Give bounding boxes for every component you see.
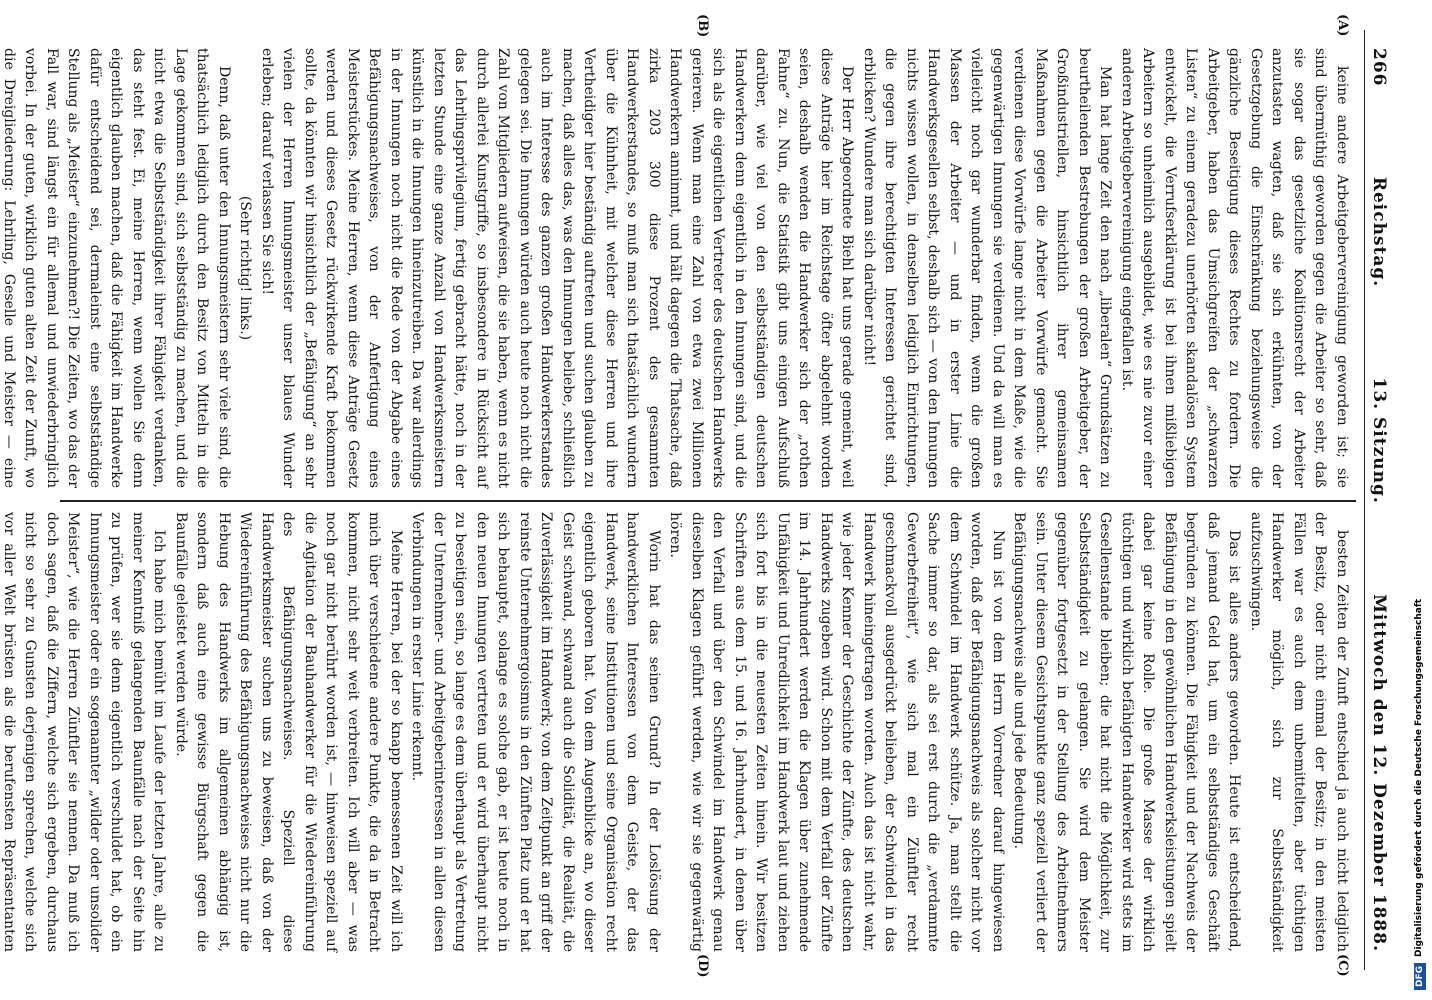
dfg-logo: DFG xyxy=(1414,963,1426,990)
paragraph: keine andere Arbeitgebervereinigung geworden ist; sie sind übermüthig geworden gegen die Arbeiter so sehr, daß sie sogar das gesetzliche Koalitionsrecht der Arbeiter anzutasten wagten, daß sie sich erkühnten, von der Gesetzgebung die Einschränkung beziehungsweise die gänzliche Beseitigung dieses Rechtes zu fordern. Die Arbeitgeber, haben das Umsichgreifen der „schwarzen Listen“ zu einem geradezu unerhörten skandalösen System entwickelt, die Verrufserklärung ist bei ihnen mißliebigen Arbeitern so unheimlich ausgebildet, wie es nie zuvor einer anderen Arbeitgebervereinigung eingefallen ist. xyxy=(1119,48,1350,488)
paragraph: Man hat lange Zeit den nach „liberalen“ Grundsätzen zu beurtheilenden Bestrebungen der großen Arbeitgeber, der Großindustriellen, hinsichtlich ihrer gemeinsamen Maßnahmen gegen die Arbeiter Vorwürfe gemacht. Sie verdienen diese Vorwürfe lange nicht in dem Maße, wie die gegenwärtigen Innungen sie verdienen. Und da will man es vielleicht noch gar wunderbar finden, wenn die großen Massen der Arbeiter — und in erster Linie die Handwerksgesellen selbst, deshalb sich — von den Innungen nichts wissen wollen, in denselben lediglich Einrichtungen, die gegen ihre berechtigten Interessen gerichtet sind, erblicken? Wundere man sich darüber nicht! xyxy=(861,48,1114,488)
paragraph: Denn, daß unter den Innungsmeistern sehr viele sind, die thatsächlich lediglich durch den Besitz von Mitteln in die Lage gekommen sind, sich selbstständig zu machen, und die nicht etwa die Selbstständigkeit ihrer Fähigkeit verdanken, das steht fest. Ei, meine Herren, wenn wollen Sie denn eigentlich glauben machen, daß die Fähigkeit im Handwerke dafür entscheidend sei, dermaleinst eine selbstständige Stellung als „Meister“ einzunehmen?! Die Zeiten, wo das der Fall war, sind längst ein für allemal und unwiederbringlich vorbei. In der guten, wirklich guten alten Zeit der Zunft, wo die Dreigliederung: Lehrling, Geselle und Meister — eine xyxy=(1,48,232,488)
left-column xyxy=(1,48,1352,488)
paragraph: Nun ist von dem Herrn Vorredner darauf hingewiesen worden, daß der Befähigungsnachweis als solcher nicht vor dem Schwindel im Handwerk schütze. Ja, man stellt die Sache immer so dar, als sei erst durch die „verdammte Gewerbefreiheit“, wie sich mal ein Zünftler recht geschmackvoll ausgedrückt belieben, der Schwindel in das Handwerk hineingetragen worden. Auch das ist nicht wahr, wie jeder Kenner der Geschichte der Zünfte, des deutschen Handwerks zugeben wird. Schon mit dem Verfall der Zünfte im 14. Jahrhundert werden die Klagen über zunehmende Unfähigkeit und Unredlichkeit im Handwerk laut und ziehen sich fort bis in die neuesten Zeiten hinein. Wir besitzen Schriften aus dem 15. und 16. Jahrhundert, in denen über den Verfall und über den Schwindel im Handwerk genau dieselben Klagen geführt werden, wie wir sie gegenwärtig hören. xyxy=(667,512,1006,952)
paragraph: Der Herr Abgeordnete Biehl hat uns gerade gemeint, weil diese Anträge hier im Reichstage öfter abgelehnt worden seien, deshalb wenden die Handwerker sich der „rothen Fahne“ zu. Nun, die Statistik gibt uns einigen Aufschluß darüber, wie viel von den selbstständigen deutschen Handwerkern denn eigentlich in den Innungen sind, und die sich als die eigentlichen Vertreter des deutschen Handwerks gerieren. Wenn man eine Zahl von etwa zwei Millionen Handwerkern annimmt, und hält dagegen die Thatsache, daß zirka 203 300 diese Prozent des gesammten Handwerkerstandes, so muß man sich thatsächlich wundern über die Kühnheit, mit welcher diese Herren und ihre Vertheidiger hier beständig auftreten und suchen glauben zu machen, daß alles das, was den Innungen beliebe, schließlich auch im Interesse des ganzen großen Handwerkerstandes gelegen sei. Die Innungen würden auch heute noch nicht die Zahl von Mitgliedern aufweisen, die sie haben, wenn es nicht durch allerlei Kunstgriffe, so insbesondere in Rücksicht auf das Lehrlingsprivilegium, fertig gebracht hätte, noch in der letzten Stunde eine ganze Anzahl von Handwerksmeistern künstlich in die Innungen hineinzutreiben. Da war allerdings in der Innungen noch nicht die Rede von der Abgabe eines Befähigungsnachweises, von der Anfertigung eines Meisterstückes. Meine Herren, wenn diese Anträge Gesetz werden und dieses Gesetz rückwirkende Kraft bekommen sollte, da könnten wir hinsichtlich der „Befähigung“ an sehr vielen der Herren Innungsmeister unser blaues Wunder erleben; darauf verlassen Sie sich! xyxy=(259,48,856,488)
margin-mark-c: (C) xyxy=(1335,954,1350,977)
publication-title: Reichstag. xyxy=(1369,176,1389,288)
page-number: 266 xyxy=(1369,48,1389,87)
interjection: (Sehr richtig! links.) xyxy=(237,195,254,341)
margin-mark-a: (A) xyxy=(1335,14,1350,37)
session-label: 13. Sitzung. xyxy=(1369,377,1389,504)
paragraph: besten Zeiten der Zunft entschied ja auch nicht lediglich der Besitz, oder nicht einmal der Besitz; in den meisten Fällen war es auch dem unbemittelten, aber tüchtigen Handwerker möglich, sich zur Selbstständigkeit aufzuschwingen. xyxy=(1248,512,1350,952)
margin-mark-b: (B) xyxy=(695,14,710,38)
paragraph: Meine Herren, bei der so knapp bemessenen Zeit will ich mich über verschiedene andere Punkte, die da in Betracht kommen, nicht sehr weit verbreiten. Ich will aber — was noch gar nicht berührt worden ist, — hinweisen speziell auf die Agitation der Bauhandwerker für die Wiedereinführung des Befähigungsnachweises. Speziell diese Handwerksmeister suchen uns zu beweisen, daß von der Wiedereinführung des Befähigungsnachweises nicht nur die Hebung des Handwerks im allgemeinen abhängig ist, sondern daß auch eine gewisse Bürgschaft gegen die Baunfälle geleistet werden würde. xyxy=(173,512,404,952)
column-divider xyxy=(60,500,1356,502)
rotated-page xyxy=(1,14,1400,978)
paragraph: Ich habe mich bemüht im Laufe der letzten Jahre, alle zu meiner Kenntniß gelangenden Baunfälle nach der Seite hin zu prüfen, wer sie denn eigentlich verschuldet hat, ob ein Innungsmeister oder ein sogenannter „wilder oder unsolider Meister“, wie die Herren Zünftler sie nennen. Da muß ich doch sagen, daß die Ziffern, welche sich ergeben, durchaus nicht so sehr zu Gunsten derjenigen sprechen, welche sich vor aller Welt brüsten als die berufensten Repräsentanten xyxy=(1,512,168,952)
page-header xyxy=(1364,30,1400,970)
session-date: Mittwoch den 12. Dezember 1888. xyxy=(1369,594,1389,952)
paragraph: Das ist alles anders geworden. Heute ist entscheidend, daß jemand Geld hat, um ein selbstständiges Geschäft begründen zu können. Die Fähigkeit und der Nachweis der Befähigung in den gewöhnlichen Handwerksleistungen spielt dabei gar keine Rolle. Die große Masse der wirklich tüchtigen und wirklich befähigten Handwerker wird stets im Gesellenstande bleiben; die hat nicht die Möglichkeit, zur Selbstständigkeit zu gelangen. Sie wird dem Meister gegenüber fortgesetzt in der Stellung des Arbeitnehmers sein. Unter diesem Gesichtspunkte ganz speziell verliert der Befähigungsnachweis alle und jede Bedeutung. xyxy=(1011,512,1243,952)
right-column xyxy=(1,512,1352,952)
paragraph: Worin hat das seinen Grund? In der Loslösung der handwerklichen Interessen von dem Geiste, der das Handwerk, seine Institutionen und seine Organisation recht eigentlich geboren hat. Von dem Augenblicke an, wo dieser Geist schwand, schwand auch die Solidität, die Realität, die Zuverlässigkeit im Handwerk; von dem Zeitpunkt an griff der reinste Unternehmergoismus in den Zünften Platz und er hat sich behauptet, solange es solche gab, er ist heute noch in den neuen Innungen vertreten und er wird überhaupt nicht zu beseitigen sein, so lange es dem überhaupt als Vertretung der Unternehmer- und Arbeitgeberinteressen in allen diesen Verbindungen in erster Linie erkennt. xyxy=(409,512,662,952)
margin-mark-d: (D) xyxy=(695,954,710,978)
dfg-credit-text: Digitalisierung gefördert durch die Deutsche Forschungsgemeinschaft xyxy=(1414,598,1424,957)
dfg-credit xyxy=(1414,10,1430,990)
